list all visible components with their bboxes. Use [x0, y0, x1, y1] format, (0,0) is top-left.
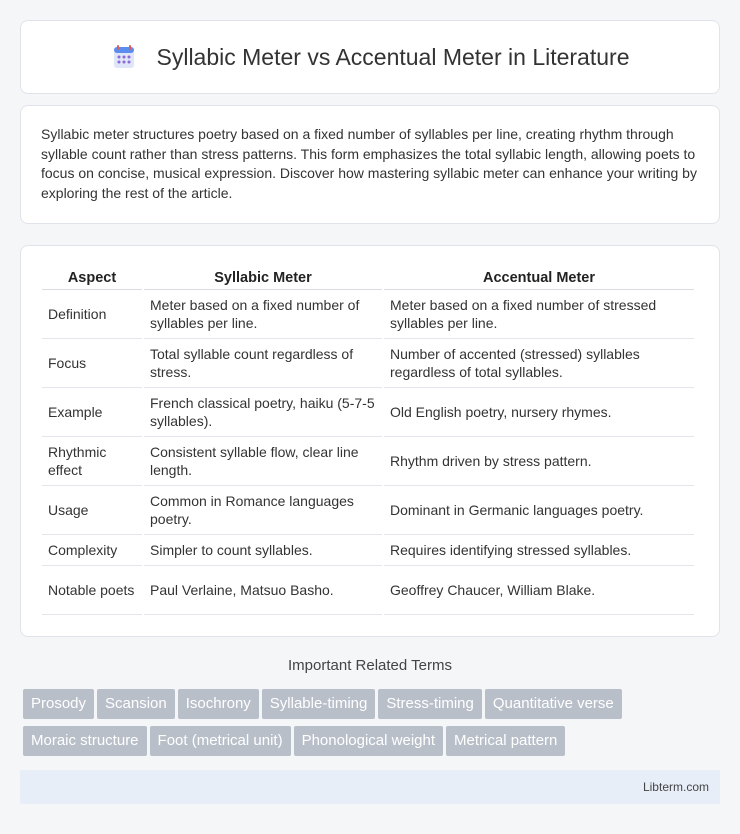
- cell-syllabic: French classical poetry, haiku (5-7-5 syllables).: [144, 388, 382, 437]
- cell-aspect: Example: [42, 388, 142, 437]
- cell-aspect: Complexity: [42, 535, 142, 566]
- cell-aspect: Usage: [42, 486, 142, 535]
- table-row: [42, 339, 694, 388]
- table-row: [42, 437, 694, 486]
- table-row: [42, 535, 694, 566]
- cell-syllabic: Common in Romance languages poetry.: [144, 486, 382, 535]
- cell-aspect: Definition: [42, 290, 142, 339]
- tag-phonological-weight[interactable]: Phonological weight: [294, 726, 443, 756]
- cell-accentual: Geoffrey Chaucer, William Blake.: [384, 566, 694, 615]
- cell-aspect: Notable poets: [42, 566, 142, 615]
- cell-accentual: Old English poetry, nursery rhymes.: [384, 388, 694, 437]
- tag-prosody[interactable]: Prosody: [23, 689, 94, 719]
- cell-syllabic: Paul Verlaine, Matsuo Basho.: [144, 566, 382, 615]
- comparison-table-card: [20, 245, 720, 637]
- related-terms-title: Important Related Terms: [288, 657, 452, 674]
- page-title: Syllabic Meter vs Accentual Meter in Literature: [156, 43, 630, 70]
- cell-accentual: Rhythm driven by stress pattern.: [384, 437, 694, 486]
- tag-stress-timing[interactable]: Stress-timing: [378, 689, 482, 719]
- column-header-syllabic: Syllabic Meter: [144, 266, 382, 290]
- cell-syllabic: Simpler to count syllables.: [144, 535, 382, 566]
- comparison-table: [40, 266, 696, 615]
- table-row: [42, 486, 694, 535]
- header-card: [20, 20, 720, 94]
- table-row: [42, 290, 694, 339]
- tag-moraic-structure[interactable]: Moraic structure: [23, 726, 147, 756]
- column-header-accentual: Accentual Meter: [384, 266, 694, 290]
- tag-scansion[interactable]: Scansion: [97, 689, 175, 719]
- footer-site-link[interactable]: Libterm.com: [642, 780, 709, 794]
- cell-syllabic: Total syllable count regardless of stress.: [144, 339, 382, 388]
- cell-accentual: Number of accented (stressed) syllables regardless of total syllables.: [384, 339, 694, 388]
- tag-isochrony[interactable]: Isochrony: [178, 689, 259, 719]
- tag-foot-metrical-unit[interactable]: Foot (metrical unit): [150, 726, 291, 756]
- related-terms-tags: [23, 689, 723, 763]
- table-row: [42, 388, 694, 437]
- intro-paragraph: Syllabic meter structures poetry based on a fixed number of syllables per line, creating rhythm through syllable count rather than stress patterns. This form emphasizes the total syllabic length, allowing poets to focus on concise, musical expression. Discover how mastering syllabic meter can enhance your writing by exploring the rest of the article.: [41, 126, 697, 201]
- tag-quantitative-verse[interactable]: Quantitative verse: [485, 689, 622, 719]
- document-grid-icon: [111, 44, 137, 70]
- cell-aspect: Rhythmic effect: [42, 437, 142, 486]
- table-row: [42, 566, 694, 615]
- cell-aspect: Focus: [42, 339, 142, 388]
- tag-syllable-timing[interactable]: Syllable-timing: [262, 689, 376, 719]
- intro-card: [20, 105, 720, 224]
- cell-accentual: Requires identifying stressed syllables.: [384, 535, 694, 566]
- cell-syllabic: Consistent syllable flow, clear line length.: [144, 437, 382, 486]
- column-header-aspect: Aspect: [42, 266, 142, 290]
- cell-accentual: Dominant in Germanic languages poetry.: [384, 486, 694, 535]
- footer-bar: [20, 770, 720, 804]
- cell-syllabic: Meter based on a fixed number of syllables per line.: [144, 290, 382, 339]
- cell-accentual: Meter based on a fixed number of stressed syllables per line.: [384, 290, 694, 339]
- table-header-row: [42, 266, 694, 290]
- tag-metrical-pattern[interactable]: Metrical pattern: [446, 726, 565, 756]
